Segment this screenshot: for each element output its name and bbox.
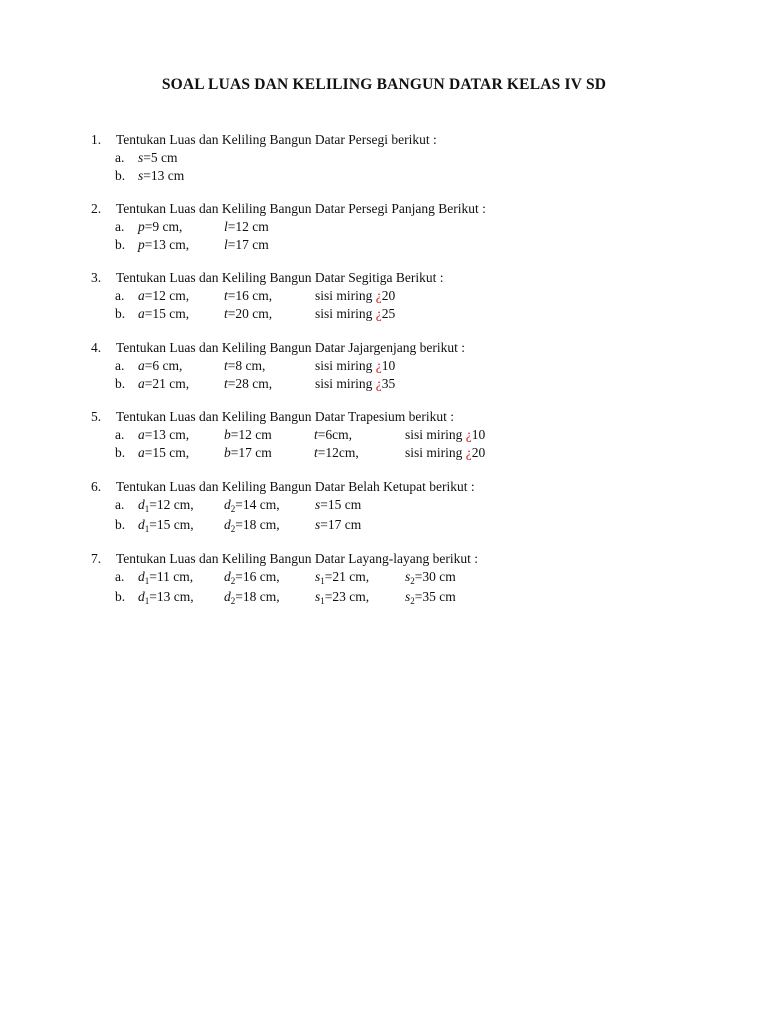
value-slant-side: sisi miring ¿10 — [315, 358, 396, 373]
sub-item-label: b. — [115, 445, 126, 460]
question-5 — [91, 408, 731, 462]
sub-item-b — [91, 305, 731, 323]
value-diagonal-2: $d_2=18$ cm, — [224, 516, 280, 534]
value-slant-side: sisi miring ¿20 — [405, 445, 486, 460]
sub-item-label: a. — [115, 569, 125, 584]
value-side-1: $s_1=21$ cm, — [315, 569, 370, 586]
value-length: p=13 cm, — [138, 237, 190, 252]
question-4 — [91, 339, 731, 393]
value-base: a=12 cm, — [138, 288, 190, 303]
sub-item-b — [91, 236, 731, 254]
question-number: 3. — [91, 270, 102, 285]
question-text: Tentukan Luas dan Keliling Bangun Datar Belah Ketupat berikut : — [116, 479, 475, 494]
value-side-2: $s_2=30$ cm — [405, 569, 456, 586]
sub-item-b — [91, 167, 731, 185]
question-text: Tentukan Luas dan Keliling Bangun Datar Layang-layang berikut : — [116, 551, 478, 566]
question-number: 2. — [91, 201, 102, 216]
value-diagonal-1: $d_1=13$ cm, — [138, 588, 194, 606]
sub-item-a — [91, 357, 731, 375]
question-2 — [91, 200, 731, 254]
question-3 — [91, 269, 731, 323]
value-side-b: b=12 cm — [224, 427, 272, 442]
value-height: t=20 cm, — [224, 306, 273, 321]
page-title: SOAL LUAS DAN KELILING BANGUN DATAR KELAS IV SD — [161, 76, 607, 93]
value-base: a=15 cm, — [138, 306, 190, 321]
sub-item-b — [91, 375, 731, 393]
value-side-a: a=13 cm, — [138, 427, 190, 442]
sub-item-label: a. — [115, 219, 125, 234]
value-diagonal-1: $d_1=15$ cm, — [138, 516, 194, 534]
sub-item-b — [91, 444, 731, 462]
sub-item-a — [91, 287, 731, 305]
sub-item-label: b. — [115, 516, 126, 532]
sub-item-b — [91, 588, 731, 608]
sub-item-label: a. — [115, 358, 125, 373]
value-hypotenuse: sisi miring ¿25 — [315, 306, 396, 321]
value-height: t=28 cm, — [224, 376, 273, 391]
value-side: s=5 cm — [138, 150, 178, 165]
question-1 — [91, 131, 731, 185]
sub-item-b — [91, 516, 731, 536]
sub-item-label: b. — [115, 237, 126, 252]
sub-item-a — [91, 496, 731, 516]
question-6 — [91, 478, 731, 535]
sub-item-label: a. — [115, 497, 125, 512]
value-hypotenuse: sisi miring ¿20 — [315, 288, 396, 303]
question-text: Tentukan Luas dan Keliling Bangun Datar Persegi Panjang Berikut : — [116, 201, 486, 216]
value-side: s=15 cm — [315, 497, 362, 512]
value-height: t=16 cm, — [224, 288, 273, 303]
value-diagonal-2: $d_2=18$ cm, — [224, 588, 280, 606]
value-base: a=21 cm, — [138, 376, 190, 391]
sub-item-a — [91, 426, 731, 444]
value-height: t=12cm, — [314, 445, 359, 460]
value-diagonal-2: $d_2=16$ cm, — [224, 569, 280, 586]
sub-item-label: b. — [115, 588, 126, 604]
question-number: 4. — [91, 340, 102, 355]
value-diagonal-2: $d_2=14$ cm, — [224, 497, 280, 514]
value-side-1: $s_1=23$ cm, — [315, 588, 370, 606]
value-side: s=13 cm — [138, 168, 185, 183]
value-side-b: b=17 cm — [224, 445, 272, 460]
value-diagonal-1: $d_1=11$ cm, — [138, 569, 194, 586]
value-length: p=9 cm, — [138, 219, 183, 234]
value-height: t=8 cm, — [224, 358, 266, 373]
sub-item-label: b. — [115, 306, 126, 321]
question-number: 6. — [91, 479, 102, 494]
question-text: Tentukan Luas dan Keliling Bangun Datar Jajargenjang berikut : — [116, 340, 465, 355]
value-width: l=12 cm — [224, 219, 269, 234]
sub-item-label: b. — [115, 376, 126, 391]
value-slant-side: sisi miring ¿10 — [405, 427, 486, 442]
sub-item-label: b. — [115, 168, 126, 183]
value-height: t=6cm, — [314, 427, 352, 442]
sub-item-label: a. — [115, 150, 125, 165]
sub-item-a — [91, 149, 731, 167]
sub-item-label: a. — [115, 427, 125, 442]
value-base: a=6 cm, — [138, 358, 183, 373]
sub-item-a — [91, 218, 731, 236]
question-text: Tentukan Luas dan Keliling Bangun Datar Segitiga Berikut : — [116, 270, 444, 285]
value-diagonal-1: $d_1=12$ cm, — [138, 497, 194, 514]
question-text: Tentukan Luas dan Keliling Bangun Datar Persegi berikut : — [116, 132, 437, 147]
question-number: 7. — [91, 551, 102, 566]
value-slant-side: sisi miring ¿35 — [315, 376, 396, 391]
value-side-2: $s_2=35$ cm — [405, 588, 456, 606]
question-7 — [91, 550, 731, 607]
value-side-a: a=15 cm, — [138, 445, 190, 460]
sub-item-a — [91, 568, 731, 588]
value-side: s=17 cm — [315, 516, 362, 532]
question-number: 5. — [91, 409, 102, 424]
sub-item-label: a. — [115, 288, 125, 303]
value-width: l=17 cm — [224, 237, 269, 252]
question-number: 1. — [91, 132, 102, 147]
question-text: Tentukan Luas dan Keliling Bangun Datar Trapesium berikut : — [116, 409, 454, 424]
